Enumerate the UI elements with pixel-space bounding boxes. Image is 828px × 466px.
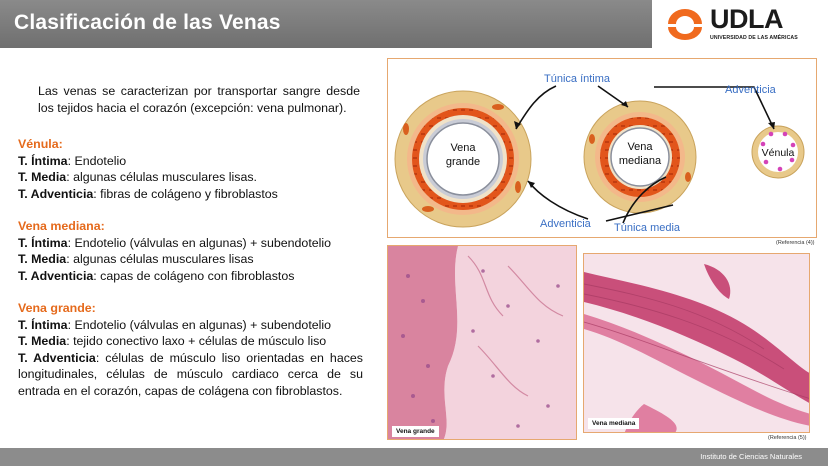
- histology-vena-mediana-image: [584, 254, 810, 433]
- section-line: T. Adventicia: células de músculo liso orientadas en haces longitudinales, células de músculo cardiaco cerca de su entrada en el corazón, capas de colágena con fibroblastos.: [18, 350, 363, 398]
- footer-bar: [0, 448, 828, 466]
- label-adventicia-bottom: Adventicia: [540, 218, 591, 230]
- label-vena-grande-line2: grande: [445, 156, 481, 168]
- section-line: T. Íntima: Endotelio: [18, 153, 127, 168]
- logo-subtitle: UNIVERSIDAD DE LAS AMÉRICAS: [710, 35, 798, 41]
- label-venula: Vénula: [761, 147, 795, 159]
- section-line: T. Adventicia: capas de colágeno con fibroblastos: [18, 268, 295, 283]
- histology-vena-grande-image: [388, 246, 577, 440]
- histology-label-vena-mediana: Vena mediana: [588, 418, 639, 429]
- histology-label-vena-grande: Vena grande: [392, 426, 439, 437]
- udla-logo-icon: [664, 7, 706, 41]
- section-title: Vénula:: [18, 137, 63, 151]
- section-venula: [18, 136, 363, 202]
- vein-diagram-svg: [388, 59, 816, 237]
- reference-5: (Referencia (5)): [768, 435, 807, 441]
- intro-paragraph: Las venas se caracterizan por transportar sangre desde los tejidos hacia el corazón (excepción: vena pulmonar).: [38, 84, 360, 115]
- label-tunica-intima: Túnica íntima: [544, 73, 611, 85]
- section-vena-grande: [18, 300, 363, 400]
- logo-wordmark: UDLA: [710, 4, 783, 34]
- label-vena-mediana-line2: mediana: [618, 155, 662, 167]
- section-line: T. Media: algunas células musculares lisas: [18, 252, 254, 267]
- section-line: T. Íntima: Endotelio (válvulas en algunas) + subendotelio: [18, 235, 332, 250]
- page-title: Clasificación de las Venas: [14, 11, 281, 34]
- logo: [652, 0, 828, 48]
- label-vena-mediana-line1: Vena: [627, 141, 653, 153]
- header-bar: [0, 0, 828, 48]
- label-tunica-media: Túnica media: [614, 222, 681, 234]
- vein-diagram: [387, 58, 817, 238]
- reference-4: (Referencia (4)): [776, 240, 815, 246]
- section-line: T. Media: algunas células musculares lisas.: [18, 170, 257, 185]
- section-vena-mediana: [18, 218, 363, 284]
- section-line: T. Adventicia: fibras de colágeno y fibroblastos: [18, 186, 278, 201]
- section-line: T. Íntima: Endotelio (válvulas en algunas) + subendotelio: [18, 317, 332, 332]
- footer-institute: Instituto de Ciencias Naturales: [700, 452, 802, 461]
- section-title: Vena grande:: [18, 301, 96, 315]
- label-adventicia-top: Adventicia: [725, 84, 776, 96]
- histology-vena-mediana: [583, 253, 810, 433]
- label-vena-grande-line1: Vena: [450, 142, 476, 154]
- histology-vena-grande: [387, 245, 577, 440]
- section-line: T. Media: tejido conectivo laxo + células de músculo liso: [18, 334, 327, 349]
- section-title: Vena mediana:: [18, 219, 105, 233]
